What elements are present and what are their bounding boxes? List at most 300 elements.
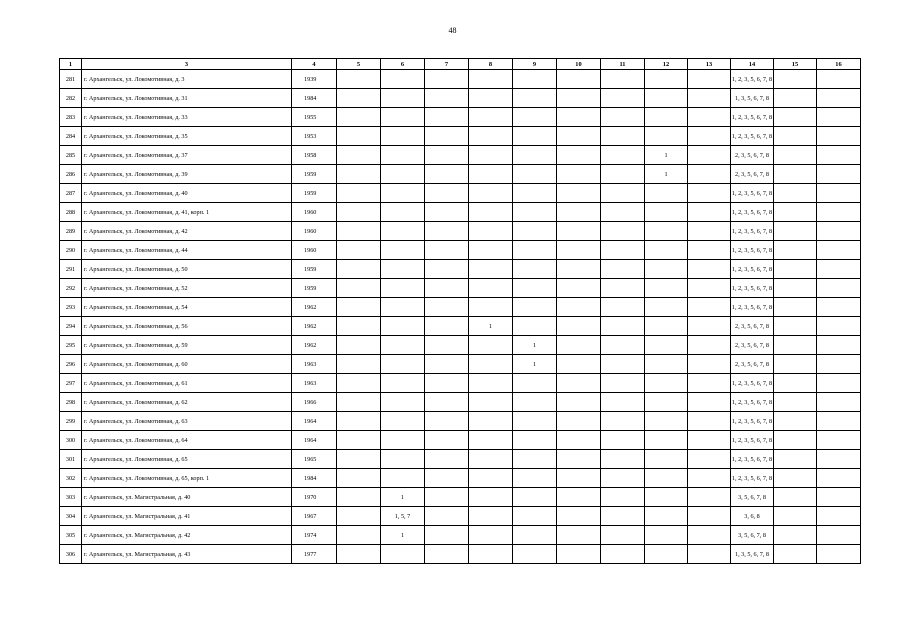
cell-c10 <box>557 393 601 412</box>
cell-c16 <box>817 89 861 108</box>
table-row <box>60 336 861 355</box>
cell-c8 <box>469 70 513 89</box>
cell-c6: 1 <box>381 526 425 545</box>
cell-year: 1964 <box>292 412 337 431</box>
cell-c10 <box>557 336 601 355</box>
cell-c10 <box>557 317 601 336</box>
cell-c5 <box>337 146 381 165</box>
cell-addr: г. Архангельск, ул. Локомотивная, д. 33 <box>82 108 292 127</box>
table-body <box>60 70 861 564</box>
cell-c10 <box>557 203 601 222</box>
cell-c11 <box>601 89 645 108</box>
cell-c11 <box>601 279 645 298</box>
cell-c8 <box>469 355 513 374</box>
cell-c10 <box>557 241 601 260</box>
cell-c14: 1, 2, 3, 5, 6, 7, 8 <box>731 203 774 222</box>
column-header-8: 10 <box>557 59 601 70</box>
cell-c7 <box>425 298 469 317</box>
cell-c15 <box>774 222 817 241</box>
cell-c6 <box>381 260 425 279</box>
cell-c6 <box>381 393 425 412</box>
cell-c10 <box>557 355 601 374</box>
cell-c7 <box>425 412 469 431</box>
cell-c5 <box>337 545 381 564</box>
cell-c7 <box>425 70 469 89</box>
cell-c12 <box>645 222 688 241</box>
cell-c16 <box>817 279 861 298</box>
cell-c8 <box>469 412 513 431</box>
cell-c12 <box>645 336 688 355</box>
cell-c7 <box>425 469 469 488</box>
cell-c8 <box>469 488 513 507</box>
cell-c8 <box>469 108 513 127</box>
table-row <box>60 203 861 222</box>
cell-year: 1959 <box>292 184 337 203</box>
cell-c14: 2, 3, 5, 6, 7, 8 <box>731 355 774 374</box>
cell-c10 <box>557 70 601 89</box>
cell-c14: 2, 3, 5, 6, 7, 8 <box>731 165 774 184</box>
cell-c5 <box>337 184 381 203</box>
cell-addr: г. Архангельск, ул. Магистральная, д. 42 <box>82 526 292 545</box>
cell-c12 <box>645 279 688 298</box>
cell-c11 <box>601 545 645 564</box>
cell-c5 <box>337 317 381 336</box>
cell-c9 <box>513 488 557 507</box>
cell-c16 <box>817 507 861 526</box>
table-row <box>60 146 861 165</box>
table-row <box>60 469 861 488</box>
cell-n: 303 <box>60 488 82 507</box>
cell-c6 <box>381 431 425 450</box>
cell-c16 <box>817 184 861 203</box>
cell-addr: г. Архангельск, ул. Локомотивная, д. 65, корп. 1 <box>82 469 292 488</box>
cell-c13 <box>688 184 731 203</box>
cell-c7 <box>425 488 469 507</box>
cell-c16 <box>817 165 861 184</box>
cell-c8 <box>469 336 513 355</box>
cell-c16 <box>817 469 861 488</box>
cell-c9 <box>513 203 557 222</box>
cell-n: 304 <box>60 507 82 526</box>
cell-c11 <box>601 298 645 317</box>
header-row <box>60 59 861 70</box>
cell-c11 <box>601 412 645 431</box>
cell-c7 <box>425 317 469 336</box>
cell-c6 <box>381 374 425 393</box>
column-header-1: 3 <box>82 59 292 70</box>
cell-c6 <box>381 146 425 165</box>
cell-c16 <box>817 241 861 260</box>
cell-c8 <box>469 279 513 298</box>
cell-c9 <box>513 165 557 184</box>
cell-addr: г. Архангельск, ул. Локомотивная, д. 59 <box>82 336 292 355</box>
cell-c11 <box>601 317 645 336</box>
cell-addr: г. Архангельск, ул. Локомотивная, д. 60 <box>82 355 292 374</box>
cell-c16 <box>817 127 861 146</box>
cell-c16 <box>817 146 861 165</box>
cell-c14: 1, 2, 3, 5, 6, 7, 8 <box>731 70 774 89</box>
cell-c5 <box>337 488 381 507</box>
column-header-5: 7 <box>425 59 469 70</box>
cell-c7 <box>425 374 469 393</box>
cell-c8 <box>469 203 513 222</box>
cell-c16 <box>817 298 861 317</box>
cell-c5 <box>337 431 381 450</box>
cell-c11 <box>601 70 645 89</box>
cell-n: 282 <box>60 89 82 108</box>
cell-c14: 1, 3, 5, 6, 7, 8 <box>731 545 774 564</box>
cell-c14: 1, 2, 3, 5, 6, 7, 8 <box>731 374 774 393</box>
table-row <box>60 298 861 317</box>
cell-addr: г. Архангельск, ул. Локомотивная, д. 65 <box>82 450 292 469</box>
cell-c11 <box>601 203 645 222</box>
column-header-7: 9 <box>513 59 557 70</box>
column-header-14: 16 <box>817 59 861 70</box>
cell-c14: 1, 2, 3, 5, 6, 7, 8 <box>731 431 774 450</box>
cell-c12: 1 <box>645 146 688 165</box>
cell-n: 306 <box>60 545 82 564</box>
cell-c6 <box>381 279 425 298</box>
table-row <box>60 165 861 184</box>
cell-c11 <box>601 393 645 412</box>
cell-c13 <box>688 317 731 336</box>
cell-addr: г. Архангельск, ул. Локомотивная, д. 52 <box>82 279 292 298</box>
cell-c12 <box>645 431 688 450</box>
cell-c12 <box>645 412 688 431</box>
cell-n: 291 <box>60 260 82 279</box>
cell-c10 <box>557 108 601 127</box>
cell-c14: 2, 3, 5, 6, 7, 8 <box>731 146 774 165</box>
cell-c15 <box>774 507 817 526</box>
cell-c7 <box>425 545 469 564</box>
cell-c8 <box>469 450 513 469</box>
cell-c11 <box>601 108 645 127</box>
cell-c11 <box>601 355 645 374</box>
cell-c10 <box>557 374 601 393</box>
cell-c14: 1, 2, 3, 5, 6, 7, 8 <box>731 469 774 488</box>
cell-n: 297 <box>60 374 82 393</box>
cell-addr: г. Архангельск, ул. Локомотивная, д. 41, корп. 1 <box>82 203 292 222</box>
cell-c13 <box>688 241 731 260</box>
cell-c5 <box>337 336 381 355</box>
cell-c16 <box>817 393 861 412</box>
cell-c5 <box>337 70 381 89</box>
cell-c15 <box>774 450 817 469</box>
cell-c16 <box>817 336 861 355</box>
cell-c13 <box>688 298 731 317</box>
cell-c6 <box>381 355 425 374</box>
cell-c15 <box>774 469 817 488</box>
cell-c11 <box>601 241 645 260</box>
cell-c7 <box>425 89 469 108</box>
cell-c6: 1, 5, 7 <box>381 507 425 526</box>
cell-c15 <box>774 279 817 298</box>
cell-c14: 2, 3, 5, 6, 7, 8 <box>731 336 774 355</box>
cell-c10 <box>557 526 601 545</box>
cell-c8 <box>469 393 513 412</box>
cell-c9 <box>513 469 557 488</box>
table-row <box>60 488 861 507</box>
cell-c12 <box>645 70 688 89</box>
cell-c14: 1, 2, 3, 5, 6, 7, 8 <box>731 184 774 203</box>
cell-c6 <box>381 70 425 89</box>
cell-addr: г. Архангельск, ул. Локомотивная, д. 56 <box>82 317 292 336</box>
cell-n: 295 <box>60 336 82 355</box>
cell-c6 <box>381 298 425 317</box>
cell-c9 <box>513 412 557 431</box>
cell-c16 <box>817 203 861 222</box>
cell-c7 <box>425 203 469 222</box>
cell-year: 1974 <box>292 526 337 545</box>
cell-c6: 1 <box>381 488 425 507</box>
cell-c16 <box>817 70 861 89</box>
cell-c6 <box>381 127 425 146</box>
cell-c15 <box>774 336 817 355</box>
cell-c8 <box>469 241 513 260</box>
cell-c13 <box>688 469 731 488</box>
cell-c12 <box>645 450 688 469</box>
cell-c14: 2, 3, 5, 6, 7, 8 <box>731 317 774 336</box>
cell-c11 <box>601 336 645 355</box>
cell-c7 <box>425 184 469 203</box>
cell-year: 1958 <box>292 146 337 165</box>
cell-c16 <box>817 545 861 564</box>
cell-c9 <box>513 317 557 336</box>
column-header-6: 8 <box>469 59 513 70</box>
cell-c10 <box>557 165 601 184</box>
cell-year: 1966 <box>292 393 337 412</box>
cell-c11 <box>601 127 645 146</box>
cell-addr: г. Архангельск, ул. Магистральная, д. 40 <box>82 488 292 507</box>
table-row <box>60 393 861 412</box>
cell-year: 1953 <box>292 127 337 146</box>
cell-c7 <box>425 146 469 165</box>
cell-c9: 1 <box>513 355 557 374</box>
cell-c15 <box>774 545 817 564</box>
cell-c6 <box>381 336 425 355</box>
cell-c11 <box>601 184 645 203</box>
cell-year: 1959 <box>292 279 337 298</box>
cell-c15 <box>774 165 817 184</box>
cell-c9 <box>513 70 557 89</box>
cell-n: 301 <box>60 450 82 469</box>
cell-year: 1939 <box>292 70 337 89</box>
cell-c12 <box>645 393 688 412</box>
table-row <box>60 431 861 450</box>
cell-year: 1962 <box>292 317 337 336</box>
cell-n: 289 <box>60 222 82 241</box>
cell-c12 <box>645 526 688 545</box>
cell-c13 <box>688 393 731 412</box>
cell-c8 <box>469 431 513 450</box>
cell-c16 <box>817 317 861 336</box>
cell-c9 <box>513 108 557 127</box>
cell-c12 <box>645 298 688 317</box>
cell-c15 <box>774 241 817 260</box>
cell-c13 <box>688 374 731 393</box>
cell-c16 <box>817 355 861 374</box>
cell-c14: 1, 2, 3, 5, 6, 7, 8 <box>731 393 774 412</box>
page-number: 48 <box>448 26 457 35</box>
cell-c13 <box>688 431 731 450</box>
cell-addr: г. Архангельск, ул. Локомотивная, д. 62 <box>82 393 292 412</box>
cell-c5 <box>337 108 381 127</box>
cell-c14: 1, 2, 3, 5, 6, 7, 8 <box>731 222 774 241</box>
cell-c11 <box>601 165 645 184</box>
cell-c13 <box>688 146 731 165</box>
cell-c11 <box>601 374 645 393</box>
cell-c7 <box>425 279 469 298</box>
cell-n: 287 <box>60 184 82 203</box>
cell-c5 <box>337 393 381 412</box>
cell-c5 <box>337 279 381 298</box>
cell-c9 <box>513 507 557 526</box>
column-header-13: 15 <box>774 59 817 70</box>
cell-addr: г. Архангельск, ул. Локомотивная, д. 31 <box>82 89 292 108</box>
cell-c16 <box>817 488 861 507</box>
cell-year: 1964 <box>292 431 337 450</box>
cell-c16 <box>817 526 861 545</box>
cell-c5 <box>337 127 381 146</box>
cell-c7 <box>425 222 469 241</box>
table-row <box>60 526 861 545</box>
cell-c16 <box>817 412 861 431</box>
cell-c5 <box>337 260 381 279</box>
cell-year: 1967 <box>292 507 337 526</box>
cell-c13 <box>688 412 731 431</box>
column-header-0: 1 <box>60 59 82 70</box>
cell-c6 <box>381 203 425 222</box>
cell-addr: г. Архангельск, ул. Локомотивная, д. 3 <box>82 70 292 89</box>
cell-c9: 1 <box>513 336 557 355</box>
cell-c7 <box>425 507 469 526</box>
cell-year: 1955 <box>292 108 337 127</box>
cell-c12 <box>645 108 688 127</box>
cell-c6 <box>381 108 425 127</box>
cell-c6 <box>381 469 425 488</box>
cell-c14: 1, 3, 5, 6, 7, 8 <box>731 89 774 108</box>
cell-c15 <box>774 488 817 507</box>
cell-c16 <box>817 108 861 127</box>
cell-c11 <box>601 450 645 469</box>
cell-c12 <box>645 127 688 146</box>
cell-c10 <box>557 488 601 507</box>
cell-n: 288 <box>60 203 82 222</box>
cell-c8 <box>469 526 513 545</box>
cell-year: 1963 <box>292 355 337 374</box>
cell-c12 <box>645 184 688 203</box>
cell-addr: г. Архангельск, ул. Локомотивная, д. 37 <box>82 146 292 165</box>
cell-n: 290 <box>60 241 82 260</box>
cell-c11 <box>601 488 645 507</box>
cell-c7 <box>425 241 469 260</box>
cell-n: 292 <box>60 279 82 298</box>
cell-c10 <box>557 412 601 431</box>
table-row <box>60 317 861 336</box>
cell-c13 <box>688 70 731 89</box>
cell-c12 <box>645 203 688 222</box>
cell-c13 <box>688 355 731 374</box>
cell-n: 298 <box>60 393 82 412</box>
cell-c7 <box>425 127 469 146</box>
cell-c8 <box>469 298 513 317</box>
cell-c16 <box>817 450 861 469</box>
cell-c11 <box>601 222 645 241</box>
cell-c13 <box>688 545 731 564</box>
cell-c10 <box>557 507 601 526</box>
cell-year: 1984 <box>292 469 337 488</box>
cell-c11 <box>601 146 645 165</box>
cell-n: 296 <box>60 355 82 374</box>
table-row <box>60 545 861 564</box>
cell-c8 <box>469 165 513 184</box>
cell-c12 <box>645 469 688 488</box>
cell-c13 <box>688 260 731 279</box>
cell-c5 <box>337 412 381 431</box>
cell-year: 1962 <box>292 336 337 355</box>
cell-c15 <box>774 374 817 393</box>
cell-c9 <box>513 127 557 146</box>
table-row <box>60 355 861 374</box>
cell-c15 <box>774 431 817 450</box>
cell-c8 <box>469 374 513 393</box>
cell-c16 <box>817 374 861 393</box>
cell-c10 <box>557 431 601 450</box>
cell-c12 <box>645 545 688 564</box>
cell-c13 <box>688 526 731 545</box>
cell-c5 <box>337 469 381 488</box>
cell-c8 <box>469 89 513 108</box>
cell-c14: 1, 2, 3, 5, 6, 7, 8 <box>731 298 774 317</box>
cell-c7 <box>425 393 469 412</box>
cell-c9 <box>513 260 557 279</box>
cell-addr: г. Архангельск, ул. Локомотивная, д. 40 <box>82 184 292 203</box>
cell-c10 <box>557 469 601 488</box>
table-row <box>60 70 861 89</box>
cell-c13 <box>688 89 731 108</box>
cell-addr: г. Архангельск, ул. Локомотивная, д. 64 <box>82 431 292 450</box>
cell-c8: 1 <box>469 317 513 336</box>
cell-c8 <box>469 260 513 279</box>
cell-c15 <box>774 260 817 279</box>
cell-c14: 1, 2, 3, 5, 6, 7, 8 <box>731 108 774 127</box>
cell-c7 <box>425 450 469 469</box>
cell-c7 <box>425 165 469 184</box>
cell-c15 <box>774 184 817 203</box>
cell-c6 <box>381 317 425 336</box>
table-row <box>60 127 861 146</box>
cell-year: 1960 <box>292 203 337 222</box>
cell-c16 <box>817 222 861 241</box>
cell-c13 <box>688 203 731 222</box>
cell-c5 <box>337 241 381 260</box>
cell-c15 <box>774 298 817 317</box>
cell-c8 <box>469 545 513 564</box>
cell-c9 <box>513 545 557 564</box>
cell-c12 <box>645 374 688 393</box>
cell-addr: г. Архангельск, ул. Локомотивная, д. 42 <box>82 222 292 241</box>
cell-addr: г. Архангельск, ул. Локомотивная, д. 54 <box>82 298 292 317</box>
cell-c10 <box>557 127 601 146</box>
cell-c12 <box>645 355 688 374</box>
cell-n: 285 <box>60 146 82 165</box>
cell-addr: г. Архангельск, ул. Локомотивная, д. 61 <box>82 374 292 393</box>
cell-c9 <box>513 89 557 108</box>
cell-c9 <box>513 393 557 412</box>
cell-year: 1960 <box>292 222 337 241</box>
buildings-table <box>59 58 861 564</box>
cell-c14: 3, 5, 6, 7, 8 <box>731 526 774 545</box>
